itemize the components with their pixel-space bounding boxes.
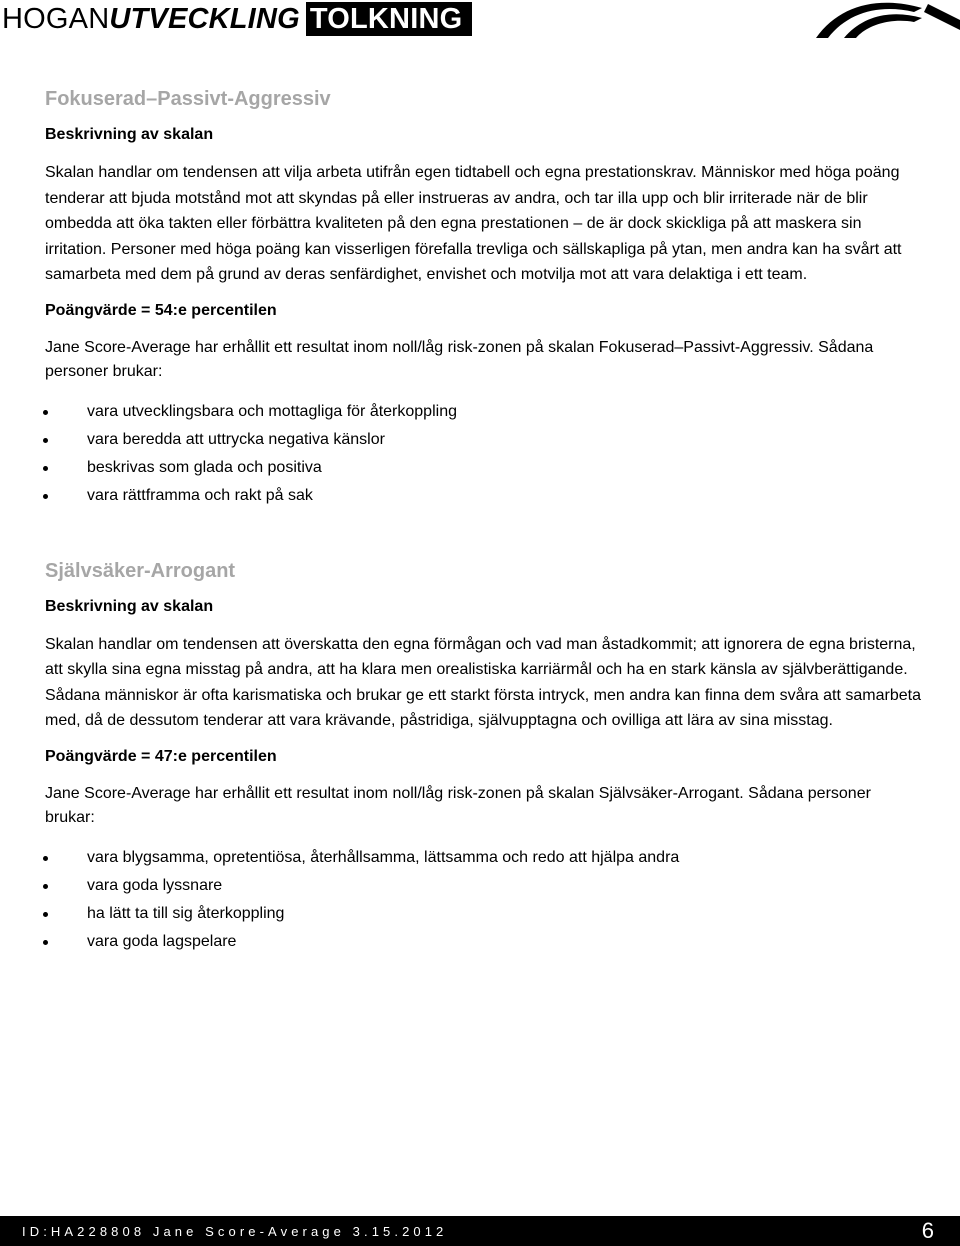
score-label: Poängvärde = 47:e percentilen xyxy=(45,747,277,765)
scale-section xyxy=(45,556,925,956)
bullet-icon xyxy=(43,912,48,917)
brand-tolkning: TOLKNING xyxy=(306,2,473,36)
result-text: Jane Score-Average har erhållit ett resultat inom noll/låg risk-zonen på skalan Självsäker-Arrogant. Sådana personer brukar: xyxy=(45,784,871,826)
bullet-icon xyxy=(43,466,48,471)
list-item xyxy=(45,482,925,510)
list-item-text: ha lätt ta till sig återkoppling xyxy=(87,904,285,922)
hogan-swoosh-logo-icon xyxy=(810,0,960,40)
list-item-text: vara blygsamma, opretentiösa, återhållsamma, lättsamma och redo att hjälpa andra xyxy=(87,848,680,866)
list-item xyxy=(45,454,925,482)
main-content xyxy=(45,84,925,956)
result-text: Jane Score-Average har erhållit ett resultat inom noll/låg risk-zonen på skalan Fokuserad–Passivt-Aggressiv. Sådana personer brukar: xyxy=(45,338,874,380)
scale-subheading: Beskrivning av skalan xyxy=(45,126,214,143)
report-id: ID:HA228808 Jane Score-Average 3.15.2012 xyxy=(22,1224,448,1239)
bullet-icon xyxy=(43,884,48,889)
trait-list xyxy=(45,844,925,956)
list-item-text: vara goda lagspelare xyxy=(87,932,237,950)
list-item-text: vara utvecklingsbara och mottagliga för återkoppling xyxy=(87,402,457,420)
bullet-icon xyxy=(43,494,48,499)
bullet-icon xyxy=(43,410,48,415)
brand-hogan: HOGAN xyxy=(2,3,110,35)
bullet-icon xyxy=(43,856,48,861)
trait-list xyxy=(45,398,925,510)
list-item xyxy=(45,928,925,956)
bullet-icon xyxy=(43,940,48,945)
list-item xyxy=(45,426,925,454)
list-item xyxy=(45,844,925,872)
score-label: Poängvärde = 54:e percentilen xyxy=(45,301,277,319)
scale-title: Självsäker-Arrogant xyxy=(45,559,236,582)
list-item xyxy=(45,900,925,928)
scale-description: Skalan handlar om tendensen att överskatta den egna förmågan och vad man åstadkommit; att ignorera de egna bristerna, att skylla sina egna misstag på andra, att ha klara men orealistiska karriärmål och ha en stark känsla av självberättigande. Sådana människor är ofta karismatiska och brukar ge ett starkt första intryck, men andra kan finna dem svåra att samarbeta med, då de dessutom tenderar att vara krävande, påstridiga, självupptagna och ovilliga att lära av sina misstag. xyxy=(45,635,921,729)
list-item-text: vara goda lyssnare xyxy=(87,876,223,894)
page-footer xyxy=(0,1216,960,1246)
bullet-icon xyxy=(43,438,48,443)
scale-section xyxy=(45,84,925,510)
list-item-text: beskrivas som glada och positiva xyxy=(87,458,322,476)
section-spacer xyxy=(45,510,925,556)
scale-title: Fokuserad–Passivt-Aggressiv xyxy=(45,88,331,110)
scale-description: Skalan handlar om tendensen att vilja arbeta utifrån egen tidtabell och egna prestationskrav. Människor med höga poäng tenderar att bjuda motstånd mot att skyndas på eller instrueras av andra, och tar illa upp och blir irriterade när de blir ombedda att öka takten eller förbättra kvaliteten på den egna prestationen – de är dock skickliga på att maskera sin irritation. Personer med höga poäng kan visserligen förefalla trevliga och sällskapliga på ytan, men andra kan ha svårt att samarbeta med dem på grund av deras senfärdighet, envishet och motvilja mot att vara delaktiga i ett team. xyxy=(45,164,902,283)
list-item xyxy=(45,398,925,426)
list-item-text: vara rättframma och rakt på sak xyxy=(87,486,313,504)
page-header xyxy=(0,0,960,40)
scale-subheading: Beskrivning av skalan xyxy=(45,597,214,615)
brand-title xyxy=(2,2,472,36)
list-item xyxy=(45,872,925,900)
page-number: 6 xyxy=(921,1218,934,1243)
brand-utveckling: UTVECKLING xyxy=(109,3,300,35)
list-item-text: vara beredda att uttrycka negativa känslor xyxy=(87,430,385,448)
